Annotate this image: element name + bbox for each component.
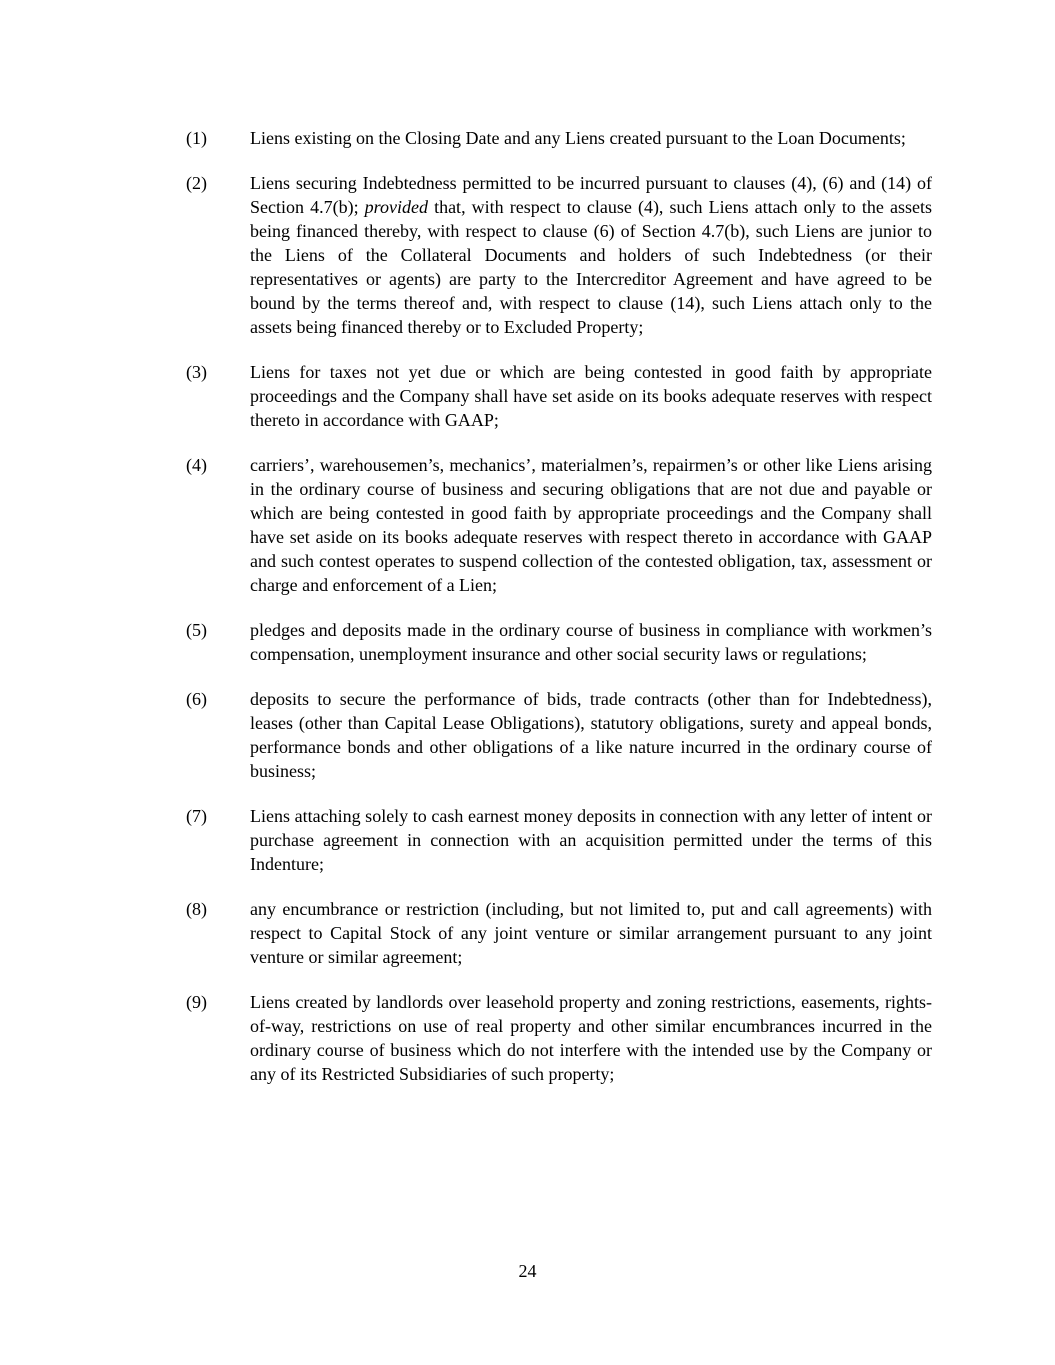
clause-text [250,453,932,597]
clause-item [186,897,932,969]
clause-number: (5) [186,620,207,640]
clause-item [186,618,932,666]
clause-text-segment: Liens for taxes not yet due or which are being contested in good faith by appropriate proceedings and the Company shall have set aside on its books adequate reserves with respect thereto in accordance with GAAP; [250,362,932,430]
clause-number: (3) [186,362,207,382]
clause-text [250,897,932,969]
clause-number: (8) [186,899,207,919]
clause-text [250,126,932,150]
clause-number: (1) [186,128,207,148]
page-number: 24 [518,1261,537,1281]
clause-text-segment: Liens attaching solely to cash earnest money deposits in connection with any letter of intent or purchase agreement in connection with an acquisition permitted under the terms of this Indenture; [250,806,932,874]
clause-text-segment: deposits to secure the performance of bids, trade contracts (other than for Indebtedness), leases (other than Capital Lease Obligations), statutory obligations, surety and appeal bonds, performance bonds and other obligations of a like nature incurred in the ordinary course of business; [250,689,932,781]
clause-text-segment: carriers’, warehousemen’s, mechanics’, materialmen’s, repairmen’s or other like Liens arising in the ordinary course of business and securing obligations that are not due and payable or which are being contested in good faith by appropriate proceedings and the Company shall have set aside on its books adequate reserves with respect thereto in accordance with GAAP and such contest operates to suspend collection of the contested obligation, tax, assessment or charge and enforcement of a Lien; [250,455,932,595]
clause-text [250,804,932,876]
clause-item [186,171,932,339]
clause-item [186,804,932,876]
clause-number: (9) [186,992,207,1012]
clause-item [186,990,932,1086]
clause-item [186,453,932,597]
clause-text [250,687,932,783]
clause-text-segment: that, with respect to clause (4), such Liens attach only to the assets being financed thereby, with respect to clause (6) of Section 4.7(b), such Liens are junior to the Liens of the Collateral Documents and holders of such Indebtedness (or their representatives or agents) are party to the Intercreditor Agreement and have agreed to be bound by the terms thereof and, with respect to clause (14), such Liens attach only to the assets being financed thereby or to Excluded Property; [250,197,932,337]
clause-number: (7) [186,806,207,826]
clause-text-segment: Liens existing on the Closing Date and any Liens created pursuant to the Loan Documents; [250,128,906,148]
clause-text [250,360,932,432]
clause-text-italic-segment: provided [364,197,428,217]
clause-list [186,126,932,1107]
clause-item [186,126,932,150]
clause-number: (4) [186,455,207,475]
clause-item [186,687,932,783]
clause-text-segment: pledges and deposits made in the ordinary course of business in compliance with workmen’s compensation, unemployment insurance and other social security laws or regulations; [250,620,932,664]
clause-text-segment: Liens created by landlords over leasehold property and zoning restrictions, easements, rights-of-way, restrictions on use of real property and other similar encumbrances incurred in the ordinary course of business which do not interfere with the intended use by the Company or any of its Restricted Subsidiaries of such property; [250,992,932,1084]
clause-text-segment: Liens securing Indebtedness permitted to be incurred pursuant to clauses (4), (6) and (14) of Section 4.7(b); [250,173,932,217]
clause-item [186,360,932,432]
clause-number: (6) [186,689,207,709]
clause-text [250,171,932,339]
clause-text-segment: any encumbrance or restriction (including, but not limited to, put and call agreements) with respect to Capital Stock of any joint venture or similar arrangement pursuant to any joint venture or similar agreement; [250,899,932,967]
clause-text [250,990,932,1086]
clause-number: (2) [186,173,207,193]
clause-text [250,618,932,666]
